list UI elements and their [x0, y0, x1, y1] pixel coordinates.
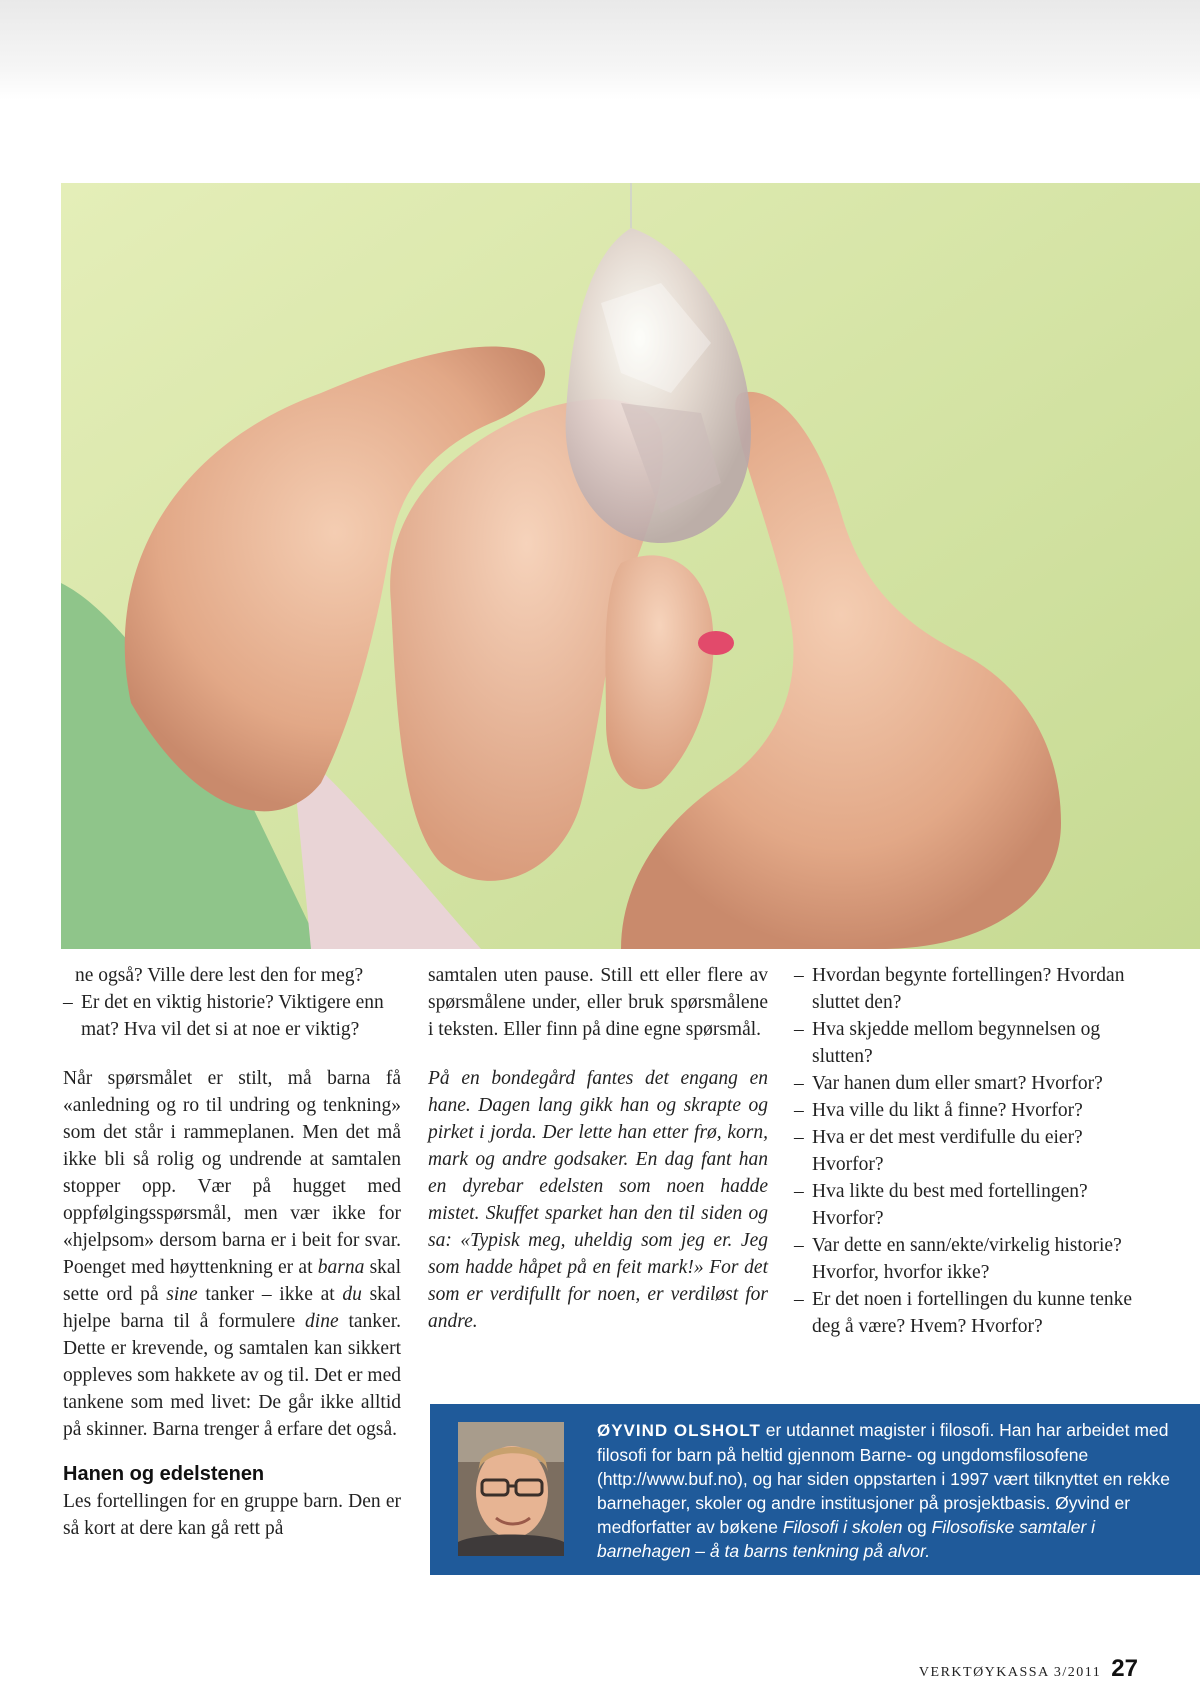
page-footer	[919, 1655, 1138, 1683]
list-item: – Hva likte du best med fortellingen? Hvorfor?	[794, 1178, 1134, 1232]
story-text: På en bondegård fantes det engang en hane. Dagen lang gikk han og skrapte og pirket i jorda. Der lette han etter frø, korn, mark og andre godsaker. En dag fant han en dyrebar edelsten som noen hadde mistet. Skuffet sparket han den til siden og sa: «Typisk meg, uheldig som jeg er. Jeg som hadde håpet på en feit mark!» For det som er verdifullt for noen, er verdiløst for andre.	[428, 1068, 768, 1332]
author-bio-box	[430, 1404, 1200, 1575]
page-number: 27	[1111, 1655, 1138, 1682]
magazine-issue: VERKTØYKASSA 3/2011	[918, 1665, 1102, 1680]
photo-illustration	[61, 183, 1200, 949]
intro-line-1: ne også? Ville dere lest den for meg?	[75, 965, 364, 986]
text-column-3	[794, 962, 1134, 1340]
hands-crystal-photo	[61, 183, 1200, 949]
section-heading: Hanen og edelstenen	[63, 1463, 265, 1485]
author-portrait	[458, 1422, 564, 1556]
author-name: ØYVIND OLSHOLT	[597, 1421, 761, 1440]
text-column-1	[63, 962, 401, 1542]
paragraph-instructions-end: samtalen uten pause. Still ett eller flere av spørsmålene under, eller bruk spørsmålene i teksten. Eller finn på dine egne spørsmål.	[428, 965, 768, 1040]
list-item: – Var dette en sann/ekte/virkelig historie? Hvorfor, hvorfor ikke?	[794, 1232, 1134, 1286]
intro-line-2: – Er det en viktig historie? Viktigere enn mat? Hva vil det si at noe er viktig?	[63, 989, 401, 1043]
paragraph-rammeplan: Når spørsmålet er stilt, må barna få «anledning og ro til undring og tenkning» som det står i rammeplanen. Men det må ikke bli så rolig og undrende at samtalen stopper opp. Vær på hugget med oppfølgingsspørsmål, men vær ikke for «hjelpsom» dersom barna er i beit for svar. Poenget med høyttenkning er at barna skal sette ord på sine tanker – ikke at du skal hjelpe barna til å formulere dine tanker. Dette er krevende, og samtalen kan sikkert oppleves som hakkete av og til. Det er med tankene som med livet: De går ikke alltid på skinner. Barna trenger å erfare det også.	[63, 1068, 401, 1440]
list-item: – Hva skjedde mellom begynnelsen og slutten?	[794, 1016, 1134, 1070]
text-column-2	[428, 962, 768, 1335]
paragraph-instructions-start: Les fortellingen for en gruppe barn. Den er så kort at dere kan gå rett på	[63, 1491, 401, 1539]
author-portrait-illustration	[458, 1422, 564, 1556]
author-bio-text: ØYVIND OLSHOLT er utdannet magister i filosofi. Han har arbeidet med filosofi for barn på heltid gjennom Barne- og ungdomsfilosofene (http://www.buf.no), og har siden oppstarten i 1997 vært tilknyttet en rekke barnehager, skoler og andre institusjoner på prosjektbasis. Øyvind er medforfatter av bøkene Filosofi i skolen og Filosofiske samtaler i barnehagen – å ta barns tenkning på alvor.	[597, 1420, 1170, 1561]
list-item: – Hva ville du likt å finne? Hvorfor?	[794, 1097, 1134, 1124]
intro-questions	[63, 962, 401, 1043]
book-title-2: Filosofiske samtaler i barnehagen – å ta barns tenkning på alvor.	[597, 1517, 1096, 1561]
list-item: – Er det noen i fortellingen du kunne tenke deg å være? Hvem? Hvorfor?	[794, 1286, 1134, 1340]
book-title-1: Filosofi i skolen	[782, 1517, 903, 1537]
list-item: – Hva er det mest verdifulle du eier? Hvorfor?	[794, 1124, 1134, 1178]
list-item: – Hvordan begynte fortellingen? Hvordan sluttet den?	[794, 962, 1134, 1016]
scan-top-band	[0, 0, 1200, 100]
list-item: – Var hanen dum eller smart? Hvorfor?	[794, 1070, 1134, 1097]
question-list	[794, 962, 1134, 1340]
